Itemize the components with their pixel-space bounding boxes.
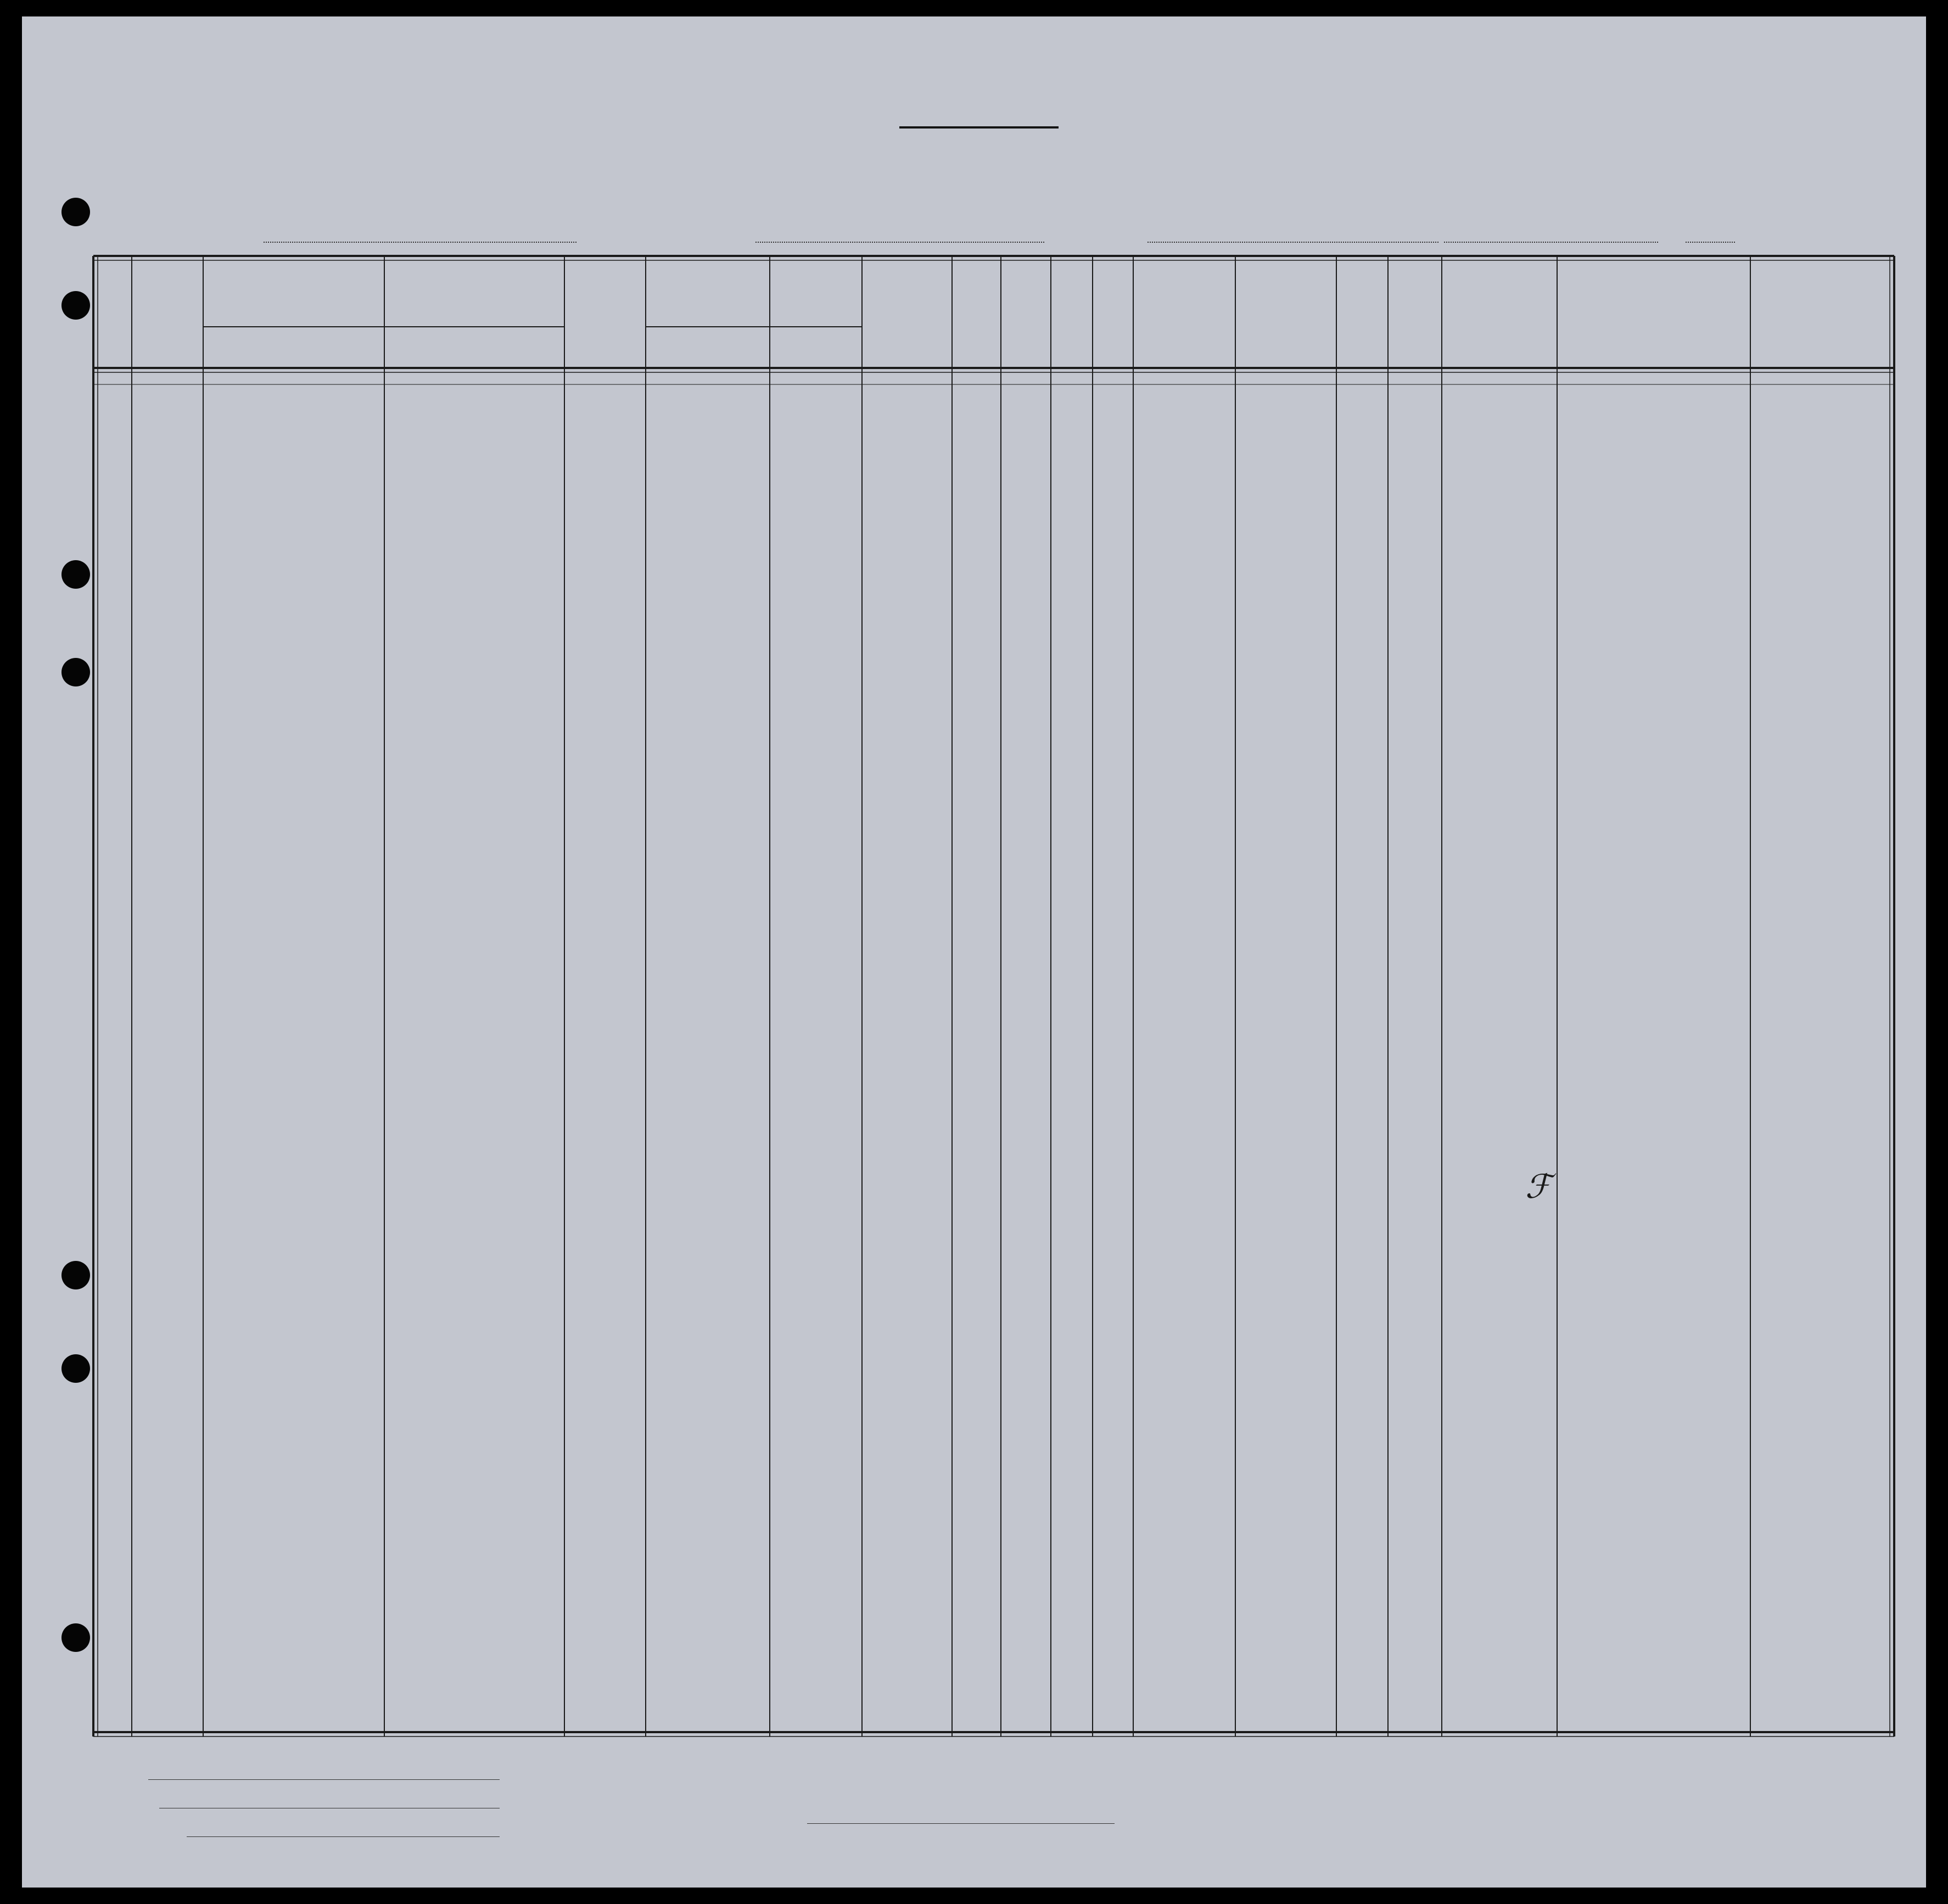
manifest-page <box>22 16 1926 1888</box>
line-underline <box>148 1779 500 1780</box>
signature-underline <box>807 1823 1115 1824</box>
remark-initials: ℱ <box>1525 1168 1552 1206</box>
service-checkmarks <box>22 16 1926 1888</box>
agents-underline <box>187 1836 500 1837</box>
